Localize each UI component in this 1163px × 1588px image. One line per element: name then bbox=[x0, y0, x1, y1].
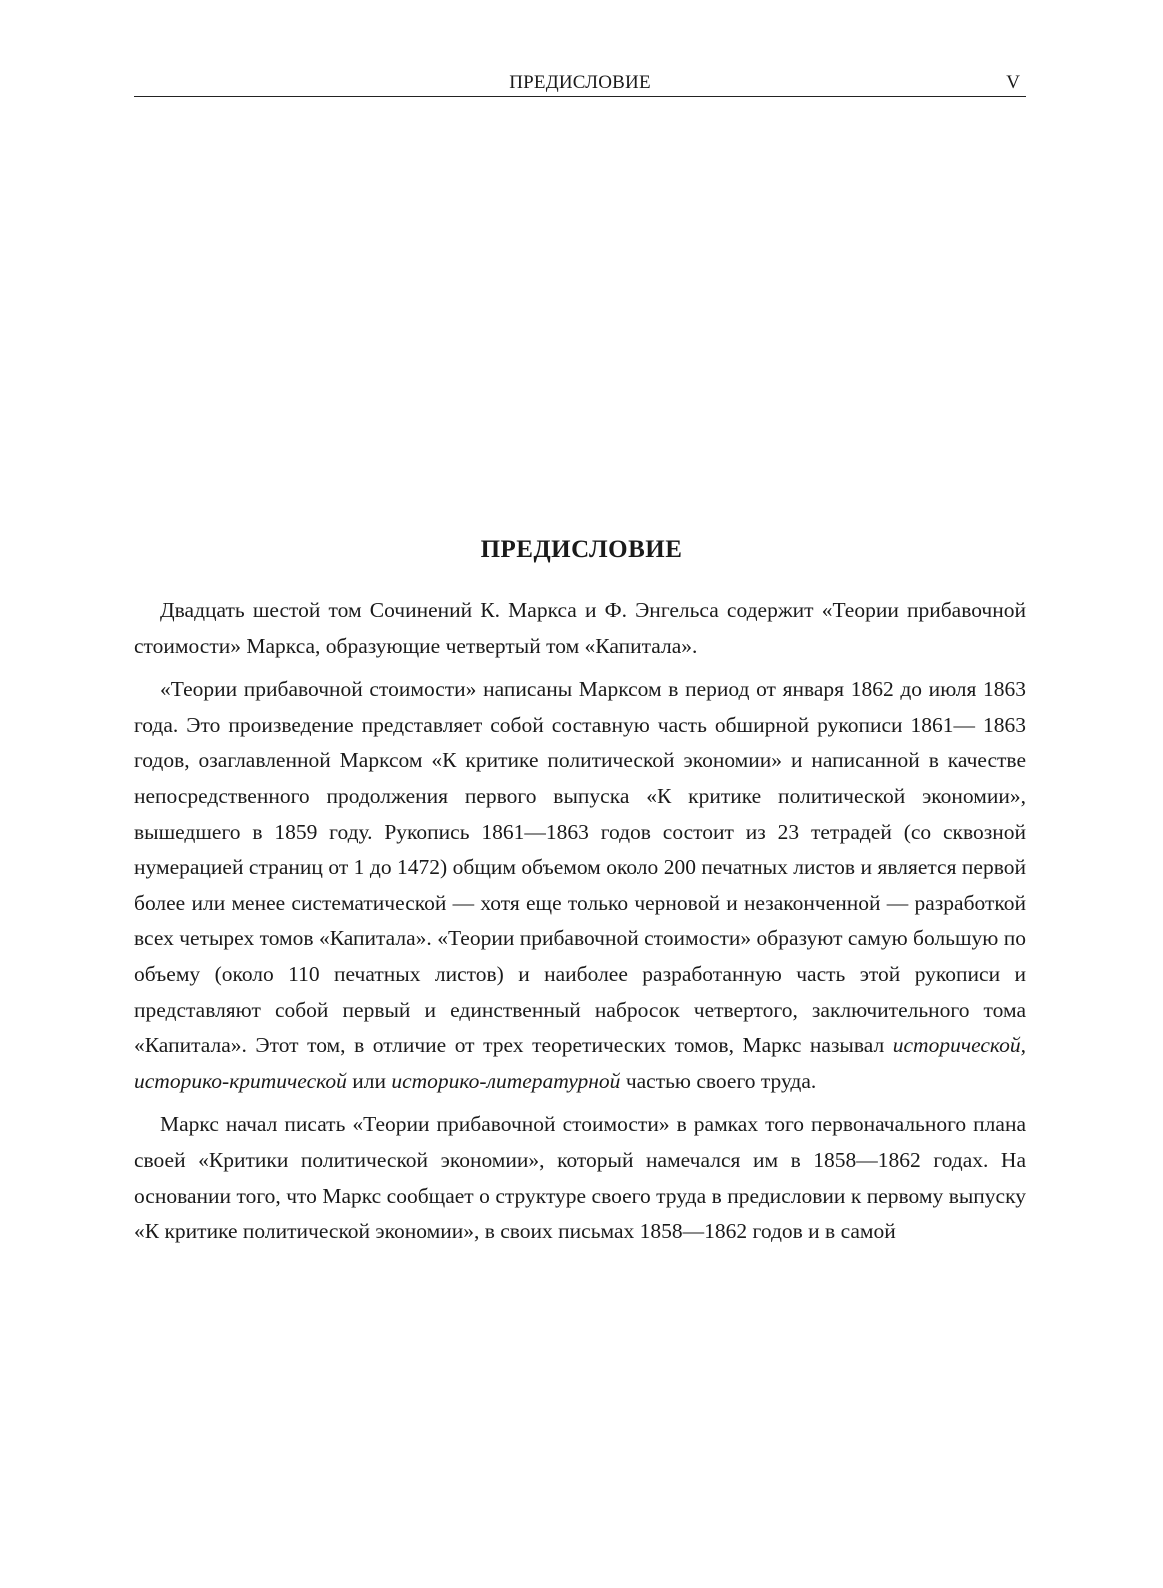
paragraph-2-text-start: «Теории прибавочной стоимости» написаны Марксом в период от января 1862 до июля 1863 года. Это произведение представляет собой составную часть обширной рукописи 1861— 1863 годов, озаглавленной Марксом «К критике политической экономии» и написанной в качестве непосредственного продолжения первого выпуска «К критике политической экономии», вышедшего в 1859 году. Рукопись 1861—1863 годов состоит из 23 тетрадей (со сквозной нумерацией страниц от 1 до 1472) общим объемом около 200 печатных листов и является первой более или менее систематической — хотя еще только черновой и незаконченной — разработкой всех четырех томов «Капитала». «Теории прибавочной стоимости» образуют самую большую по объему (около 110 печатных листов) и наиболее разработанную часть этой рукописи и представляют собой первый и единственный набросок четвертого, заключительного тома «Капитала». Этот том, в отличие от трех теоретических томов, Маркс называл bbox=[134, 677, 1026, 1058]
running-header bbox=[134, 70, 1026, 97]
page-number: V bbox=[1006, 72, 1020, 93]
paragraph-1: Двадцать шестой том Сочинений К. Маркса и Ф. Энгельса содержит «Теории прибавочной стоимости» Маркса, образующие четвертый том «Капитала». bbox=[134, 598, 1026, 658]
paragraph-2 bbox=[134, 672, 1026, 1099]
body-text bbox=[134, 593, 1026, 1258]
chapter-title: ПРЕДИСЛОВИЕ bbox=[480, 536, 683, 563]
running-title: ПРЕДИСЛОВИЕ bbox=[509, 72, 651, 93]
paragraph-2-text-end: частью своего труда. bbox=[625, 1068, 817, 1093]
paragraph-2-emphasis-2: историко-литературной bbox=[391, 1068, 621, 1093]
paragraph-3: Маркс начал писать «Теории прибавочной стоимости» в рамках того первоначального плана своей «Критики политической экономии», который намечался им в 1858—1862 годах. На основании того, что Маркс сообщает о структуре своего труда в предисловии к первому выпуску «К критике политической экономии», в своих письмах 1858—1862 годов и в самой bbox=[134, 1112, 1026, 1244]
paragraph-2-emphasis-1: исторической, историко-критической bbox=[134, 1033, 1027, 1093]
paragraph-2-text-mid: или bbox=[352, 1068, 386, 1093]
